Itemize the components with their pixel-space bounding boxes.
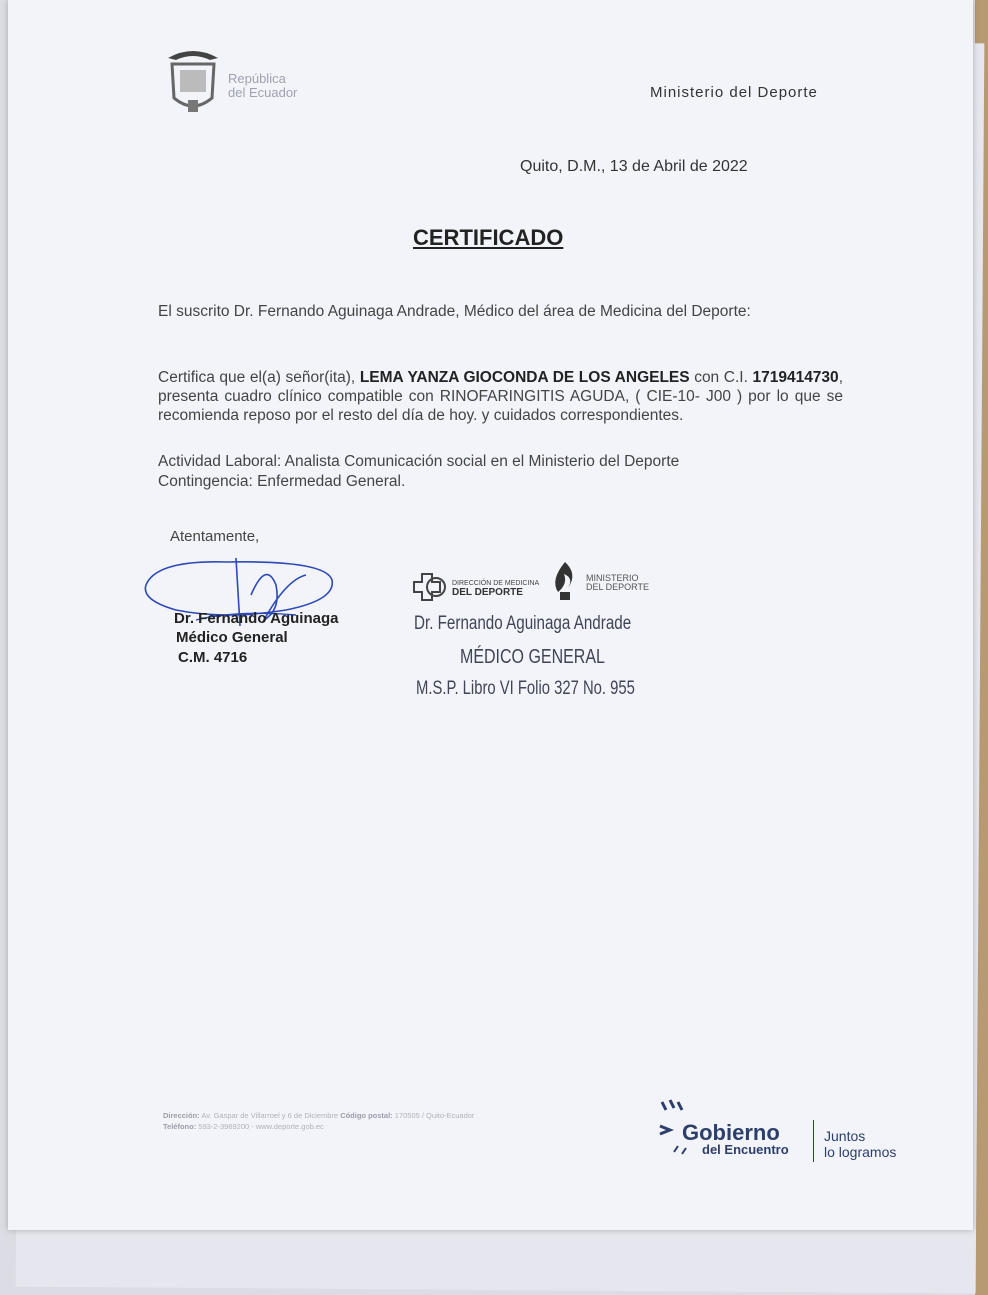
stamp-ministry-logo: MINISTERIO DEL DEPORTE [586, 573, 650, 592]
torch-icon [548, 560, 582, 602]
medical-cross-icon [412, 572, 446, 602]
signatory-cm: C.M. 4716 [178, 649, 248, 666]
government-subtitle: del Encuentro [702, 1142, 789, 1157]
patient-name: LEMA YANZA GIOCONDA DE LOS ANGELES [359, 369, 690, 386]
stamp-registry: M.S.P. Libro VI Folio 327 No. 955 [416, 678, 635, 699]
signatory-role: Médico General [176, 629, 288, 646]
signatory-name: Dr. Fernando Aguinaga [174, 610, 339, 627]
paragraph-certification: Certifica que el(a) señor(ita), LEMA YANZA GIOCONDA DE LOS ANGELES con C.I. 1719414730, presenta cuadro clínico compatible con RINOFARINGITIS AGUDA, ( CIE-10- J00 ) por lo que se recomienda reposo por el resto del día de hoy. y cuidados correspondientes. [158, 369, 843, 424]
contingency: Contingencia: Enfermedad General. [158, 473, 406, 490]
certificate-page [8, 0, 973, 1230]
stamp-name: Dr. Fernando Aguinaga Andrade [414, 613, 632, 634]
footer-contact: Dirección: Av. Gaspar de Villarroel y 6 de Diciembre Código postal: 170505 / Quito-Ecuador Teléfono: 593-2-3969200 - www.deporte.gob.ec [163, 1111, 475, 1131]
stamp-title: MÉDICO GENERAL [460, 646, 605, 668]
government-divider [813, 1120, 814, 1162]
coat-of-arms-icon [160, 44, 226, 118]
republica-text: República del Ecuador [228, 71, 298, 100]
government-slogan-1: Juntos [824, 1128, 866, 1144]
government-slogan-2: lo logramos [824, 1144, 897, 1160]
stamp-logo-small: DIRECCIÓN DE MEDICINA [452, 580, 540, 587]
government-brand: Gobierno [682, 1120, 780, 1145]
closing-text: Atentamente, [170, 528, 260, 545]
stamp-logo-big: DEL DEPORTE [452, 587, 523, 598]
work-activity: Actividad Laboral: Analista Comunicación social en el Ministerio del Deporte [158, 453, 680, 470]
document-date: Quito, D.M., 13 de Abril de 2022 [520, 158, 748, 175]
patient-ci: 1719414730 [752, 369, 839, 386]
paragraph-intro: El suscrito Dr. Fernando Aguinaga Andrade, Médico del área de Medicina del Deporte: [158, 303, 751, 320]
document-title: CERTIFICADO [413, 225, 564, 250]
ministry-header: Ministerio del Deporte [650, 84, 818, 101]
